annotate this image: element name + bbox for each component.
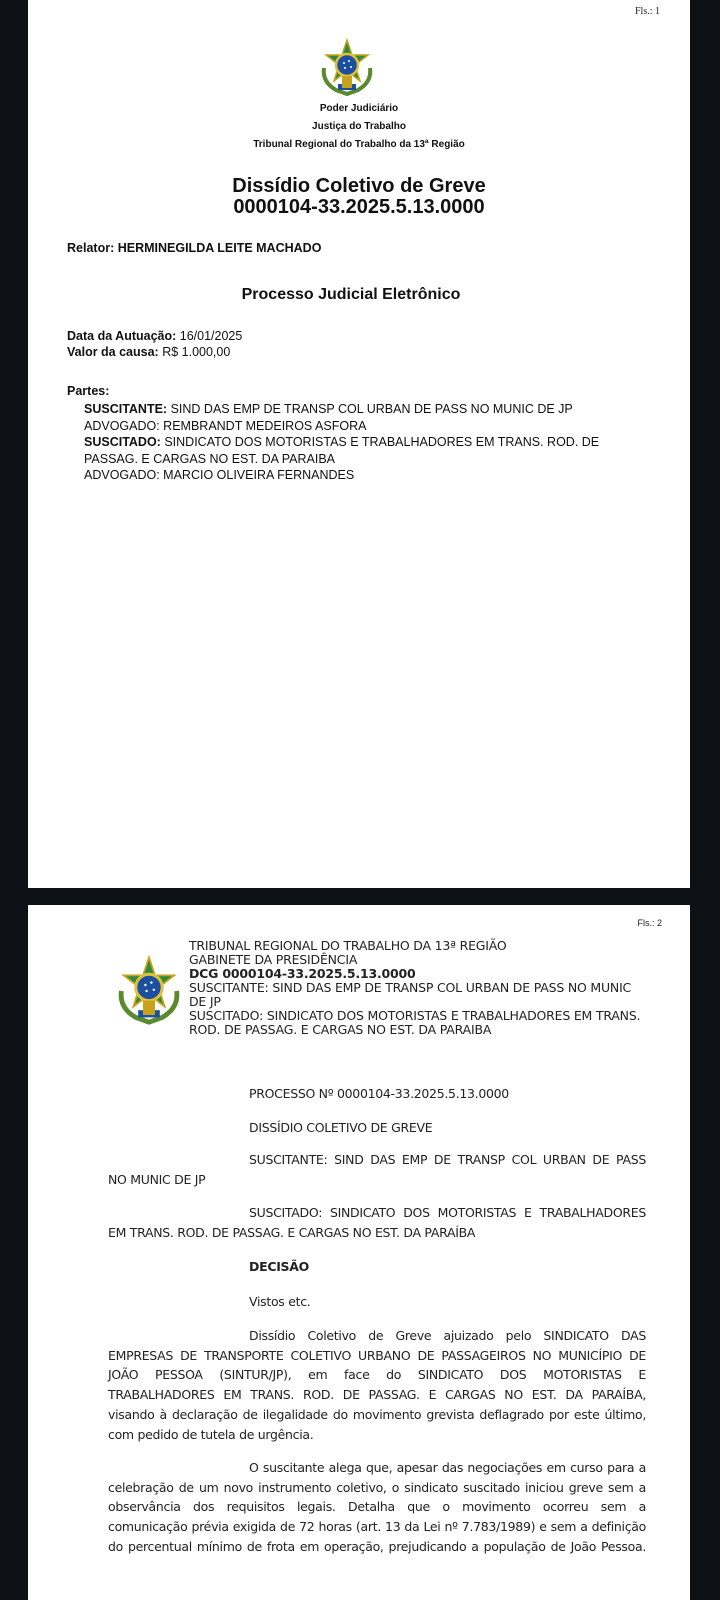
processo-number: PROCESSO Nº 0000104-33.2025.5.13.0000 — [249, 1086, 509, 1101]
paragraph-2-line: observância dos requisitos legais. Detalha que o movimento ocorreu sem a — [108, 1499, 646, 1515]
vistos: Vistos etc. — [249, 1294, 311, 1309]
letterhead — [189, 939, 640, 1037]
header-poder-judiciario: Poder Judiciário — [319, 103, 399, 114]
page-number: Fls.: 1 — [634, 6, 660, 17]
autuacao-row — [67, 329, 242, 343]
paragraph-1-line: TRABALHADORES EM TRANS. ROD. DE PASSAG. E CARGAS NO EST. DA PARAÍBA, — [108, 1387, 646, 1403]
suscitante-block — [108, 1150, 646, 1189]
document-page-2 — [28, 905, 690, 1600]
document-title: Dissídio Coletivo de Greve — [232, 175, 486, 197]
valor-row — [67, 345, 230, 359]
suscitante-line-1: SUSCITANTE: SIND DAS EMP DE TRANSP COL URBAN DE PASS — [249, 1152, 646, 1167]
suscitado-line — [84, 434, 599, 451]
relator-label: Relator: — [67, 241, 115, 255]
paragraph-1 — [108, 1326, 646, 1444]
paragraph-2-line: celebração de um novo instrumento coletivo, o sindicato suscitado iniciou greve sem a — [108, 1479, 646, 1495]
autuacao-value: 16/01/2025 — [179, 329, 243, 343]
page-number: Fls.: 2 — [637, 918, 662, 928]
suscitante-value: SIND DAS EMP DE TRANSP COL URBAN DE PASS NO MUNIC DE JP — [170, 402, 573, 416]
suscitado-block — [108, 1203, 646, 1242]
partes-list — [84, 401, 599, 484]
classe: DISSÍDIO COLETIVO DE GREVE — [249, 1120, 433, 1135]
paragraph-2-line: O suscitante alega que, apesar das negociações em curso para a — [249, 1460, 646, 1475]
header-justica-trabalho: Justiça do Trabalho — [312, 121, 406, 132]
coat-of-arms-icon — [318, 38, 376, 98]
letterhead-tribunal: TRIBUNAL REGIONAL DO TRABALHO DA 13ª REGIÃO — [189, 938, 507, 953]
decisao-heading: DECISÃO — [249, 1259, 309, 1274]
partes-label: Partes: — [67, 384, 110, 398]
valor-label: Valor da causa: — [67, 345, 159, 359]
suscitante-line — [84, 401, 599, 418]
paragraph-2 — [108, 1458, 646, 1557]
autuacao-label: Data da Autuação: — [67, 329, 177, 343]
suscitado-line-1: SUSCITADO: SINDICATO DOS MOTORISTAS E TRABALHADORES — [249, 1205, 646, 1220]
suscitante-label: SUSCITANTE: — [84, 402, 168, 416]
paragraph-1-line: EMPRESAS DE TRANSPORTE COLETIVO URBANO DE PASSAGEIROS NO MUNICÍPIO DE — [108, 1347, 646, 1363]
paragraph-1-line: visando à declaração de ilegalidade do movimento grevista deflagrado por este último, — [108, 1406, 646, 1422]
paragraph-2-line: comunicação prévia exigida de 72 horas (art. 13 da Lei nº 7.783/1989) e sem a definição — [108, 1519, 646, 1535]
process-number: 0000104-33.2025.5.13.0000 — [233, 196, 485, 218]
suscitado-value-1: SINDICATO DOS MOTORISTAS E TRABALHADORES EM TRANS. ROD. DE — [164, 435, 600, 449]
relator-name: HERMINEGILDA LEITE MACHADO — [117, 241, 322, 255]
suscitado-label: SUSCITADO: — [84, 435, 161, 449]
paragraph-2-line: do percentual mínimo de frota em operação, prejudicando a população de João Pessoa. — [108, 1538, 646, 1554]
advogado-suscitante: ADVOGADO: REMBRANDT MEDEIROS ASFORA — [84, 418, 367, 433]
letterhead-suscitado-1: SUSCITADO: SINDICATO DOS MOTORISTAS E TRABALHADORES EM TRANS. — [189, 1008, 641, 1023]
suscitado-line-2: EM TRANS. ROD. DE PASSAG. E CARGAS NO EST. DA PARAÍBA — [108, 1224, 476, 1240]
paragraph-1-line: Dissídio Coletivo de Greve ajuizado pelo SINDICATO DAS — [249, 1328, 646, 1343]
letterhead-dcg: DCG 0000104-33.2025.5.13.0000 — [189, 966, 416, 981]
valor-value: R$ 1.000,00 — [162, 345, 231, 359]
suscitante-line-2: NO MUNIC DE JP — [108, 1171, 206, 1187]
coat-of-arms-icon — [114, 955, 184, 1027]
paragraph-1-line: JOÃO PESSOA (SINTUR/JP), em face do SINDICATO DOS MOTORISTAS E — [108, 1367, 646, 1383]
header-tribunal: Tribunal Regional do Trabalho da 13ª Região — [253, 139, 465, 150]
advogado-suscitado: ADVOGADO: MARCIO OLIVEIRA FERNANDES — [84, 468, 355, 482]
paragraph-1-line: com pedido de tutela de urgência. — [108, 1426, 314, 1442]
letterhead-suscitante-1: SUSCITANTE: SIND DAS EMP DE TRANSP COL URBAN DE PASS NO MUNIC — [189, 980, 632, 995]
document-page-1 — [28, 0, 690, 888]
letterhead-suscitado-2: ROD. DE PASSAG. E CARGAS NO EST. DA PARAIBA — [189, 1022, 492, 1037]
letterhead-suscitante-2: DE JP — [189, 994, 221, 1009]
relator — [67, 241, 321, 255]
letterhead-gabinete: GABINETE DA PRESIDÊNCIA — [189, 952, 358, 967]
suscitado-value-2: PASSAG. E CARGAS NO EST. DA PARAIBA — [84, 451, 336, 466]
subtitle: Processo Judicial Eletrônico — [241, 286, 461, 303]
